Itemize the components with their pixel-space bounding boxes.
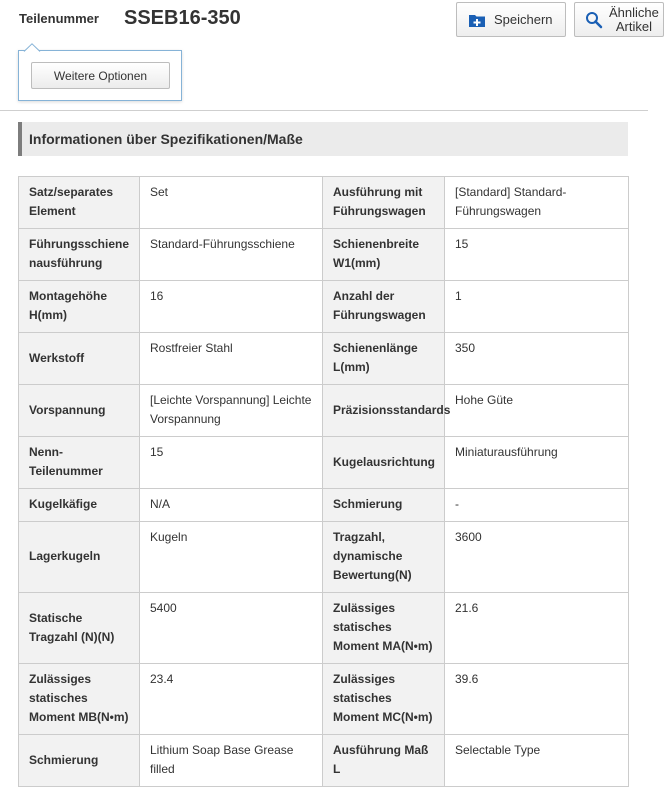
section-title: Informationen über Spezifikationen/Maße [18, 122, 628, 156]
table-row [19, 522, 629, 593]
spec-value: 15 [445, 229, 629, 281]
spec-key: Zulässiges statisches Moment MC(N•m) [323, 664, 445, 735]
similar-items-label: Ähnliche Artikel [609, 4, 659, 34]
spec-value: Rostfreier Stahl [140, 333, 323, 385]
header-divider [0, 110, 648, 111]
table-row [19, 437, 629, 489]
spec-value: 21.6 [445, 593, 629, 664]
part-number-value: SSEB16-350 [124, 7, 241, 29]
save-button-label: Speichern [494, 12, 553, 27]
spec-value: [Standard] Standard-Führungswagen [445, 177, 629, 229]
table-row [19, 177, 629, 229]
similar-items-button[interactable] [574, 2, 664, 37]
spec-key: Lagerkugeln [19, 522, 140, 593]
spec-key: Schienenlänge L(mm) [323, 333, 445, 385]
spec-key: Zulässiges statisches Moment MA(N•m) [323, 593, 445, 664]
spec-key: Satz/separates Element [19, 177, 140, 229]
spec-key: Schmierung [19, 735, 140, 787]
spec-key: Ausführung Maß L [323, 735, 445, 787]
magnifier-icon [585, 11, 603, 29]
spec-value: 5400 [140, 593, 323, 664]
spec-key: Montagehöhe H(mm) [19, 281, 140, 333]
table-row [19, 593, 629, 664]
spec-key: Kugelausrichtung [323, 437, 445, 489]
spec-value: [Leichte Vorspannung] Leichte Vorspannung [140, 385, 323, 437]
table-row [19, 664, 629, 735]
spec-value: 39.6 [445, 664, 629, 735]
table-row [19, 333, 629, 385]
spec-value: - [445, 489, 629, 522]
folder-plus-icon [469, 13, 485, 27]
spec-value: 15 [140, 437, 323, 489]
more-options-button[interactable]: Weitere Optionen [31, 62, 170, 89]
spec-value: Kugeln [140, 522, 323, 593]
spec-value: Selectable Type [445, 735, 629, 787]
spec-key: Statische Tragzahl (N)(N) [19, 593, 140, 664]
spec-value: 1 [445, 281, 629, 333]
spec-table-body [19, 177, 629, 787]
spec-value: Miniaturausführung [445, 437, 629, 489]
popover-arrow [24, 43, 40, 52]
table-row [19, 229, 629, 281]
spec-value: 350 [445, 333, 629, 385]
spec-key: Zulässiges statisches Moment MB(N•m) [19, 664, 140, 735]
part-number-label: Teilenummer [19, 11, 99, 26]
spec-value: 3600 [445, 522, 629, 593]
spec-key: Präzisionsstandards [323, 385, 445, 437]
spec-key: Führungsschiene nausführung [19, 229, 140, 281]
spec-key: Schmierung [323, 489, 445, 522]
spec-key: Ausführung mit Führungswagen [323, 177, 445, 229]
table-row [19, 281, 629, 333]
spec-value: Hohe Güte [445, 385, 629, 437]
save-button[interactable] [456, 2, 566, 37]
spec-key: Kugelkäfige [19, 489, 140, 522]
spec-key: Vorspannung [19, 385, 140, 437]
spec-key: Anzahl der Führungswagen [323, 281, 445, 333]
spec-value: N/A [140, 489, 323, 522]
table-row [19, 735, 629, 787]
table-row [19, 489, 629, 522]
table-row [19, 385, 629, 437]
spec-value: Set [140, 177, 323, 229]
spec-value: 23.4 [140, 664, 323, 735]
spec-key: Schienenbreite W1(mm) [323, 229, 445, 281]
spec-key: Werkstoff [19, 333, 140, 385]
spec-key: Tragzahl, dynamische Bewertung(N) [323, 522, 445, 593]
spec-value: Lithium Soap Base Grease filled [140, 735, 323, 787]
spec-value: 16 [140, 281, 323, 333]
options-popover [18, 50, 182, 101]
spec-key: Nenn-Teilenummer [19, 437, 140, 489]
spec-table [18, 176, 629, 787]
spec-value: Standard-Führungsschiene [140, 229, 323, 281]
